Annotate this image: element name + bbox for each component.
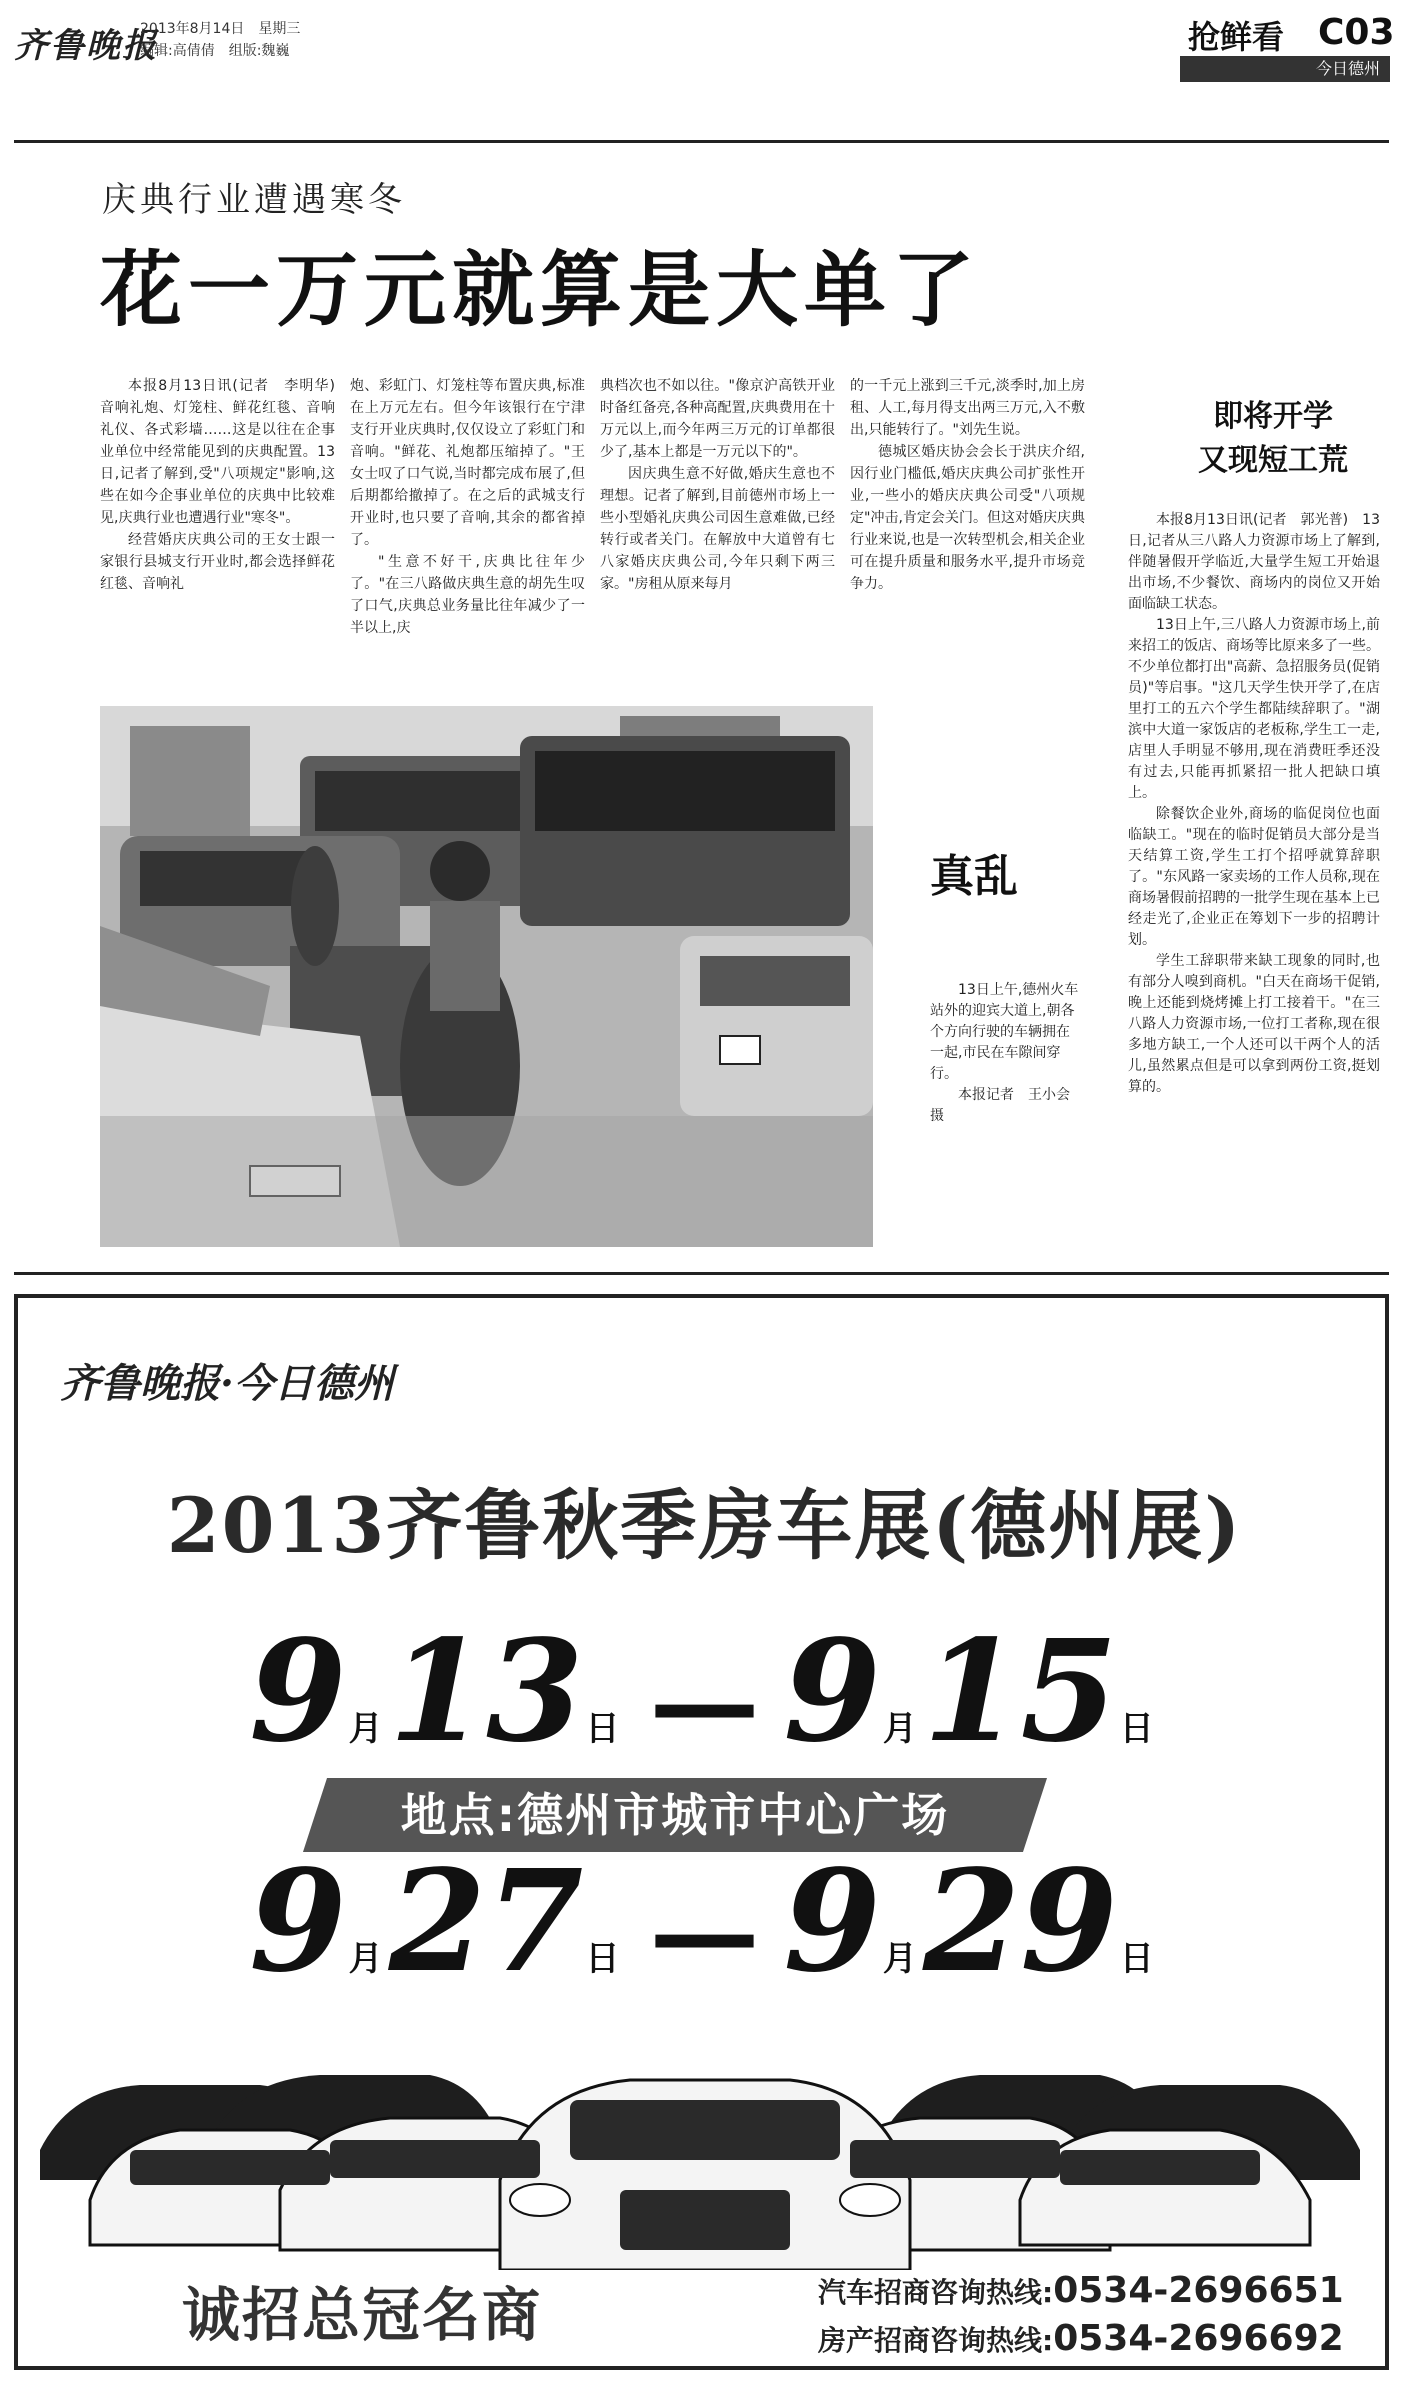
day-unit: 日 <box>1119 1709 1154 1749</box>
car-lineup-image <box>30 2030 1380 2270</box>
month-unit: 月 <box>882 1709 917 1749</box>
article-column-2 <box>350 375 585 639</box>
date-day: 29 <box>922 1840 1118 2004</box>
section-title: 抢鲜看 <box>1188 18 1285 56</box>
date-month: 9 <box>783 1840 881 2004</box>
month-unit: 月 <box>348 1709 383 1749</box>
article-column-3 <box>600 375 835 595</box>
cars-illustration <box>30 2030 1380 2270</box>
ad-recruit-text: 诚招总冠名商 <box>182 2281 543 2349</box>
section-divider <box>14 1272 1389 1275</box>
news-photo <box>100 706 873 1247</box>
sidebar-headline-line: 又现短工荒 <box>1198 443 1348 478</box>
article-headline: 花一万元就算是大单了 <box>100 243 981 338</box>
article-paragraph: 炮、彩虹门、灯笼柱等布置庆典,标准在上万元左右。但今年该银行在宁津支行开业庆典时,仅仅设立了彩虹门和音响。"鲜花、礼炮都压缩掉了。"王女士叹了口气说,当时都完成布展了,但后期都给撤掉了。在之后的武城支行开业时,也只要了音响,其余的都省掉了。 <box>350 378 585 548</box>
date-day: 13 <box>388 1610 584 1774</box>
article-paragraph: 因庆典生意不好做,婚庆生意也不理想。记者了解到,目前德州市场上一些小型婚礼庆典公司因生意难做,已经转行或者关门。在解放中大道曾有七八家婚庆庆典公司,今年只剩下两三家。"房租从原来每月 <box>600 466 835 592</box>
article-paragraph: 德城区婚庆协会会长于洪庆介绍,因行业门槛低,婚庆庆典公司扩张性开业,一些小的婚庆庆典公司受"八项规定"冲击,肯定会关门。但这对婚庆庆典行业来说,也是一次转型机会,相关企业可在提升质量和服务水平,提升市场竞争力。 <box>850 444 1085 592</box>
sidebar-body <box>1128 510 1380 1098</box>
article-paragraph: 典档次也不如以往。"像京沪高铁开业时备红备亮,各种高配置,庆典费用在十万元以上,而今年两三万元的订单都很少了,基本上都是一万元以下的"。 <box>600 378 835 460</box>
sidebar-paragraph: 13日上午,三八路人力资源市场上,前来招工的饭店、商场等比原来多了一些。不少单位都打出"高薪、急招服务员(促销员)"等启事。"这几天学生快开学了,在店里打工的五六个学生都陆续辞职了。"湖滨中大道一家饭店的老板称,学生工一走,店里人手明显不够用,现在消费旺季还没有过去,只能再抓紧招一批人把缺口填上。 <box>1128 617 1380 801</box>
sidebar-headline <box>1158 395 1388 483</box>
ad-dates-second <box>0 1840 1409 2004</box>
sidebar-paragraph: 学生工辞职带来缺工现象的同时,也有部分人嗅到商机。"白天在商场干促销,晚上还能到烧烤摊上打工接着干。"在三八路人力资源市场,一位打工者称,现在很多地方缺工,一个人还可以干两个人的活儿,虽然累点但是可以拿到两份工资,挺划算的。 <box>1128 953 1380 1095</box>
day-unit: 日 <box>1119 1939 1154 1979</box>
ad-logo: 齐鲁晚报·今日德州 <box>60 1360 394 1407</box>
photo-title: 真乱 <box>930 851 1018 902</box>
photo-caption-text: 13日上午,德州火车站外的迎宾大道上,朝各个方向行驶的车辆拥在一起,市民在车隙间穿行。 <box>930 982 1079 1082</box>
hotline-house-label: 房产招商咨询热线: <box>818 2324 1054 2357</box>
day-unit: 日 <box>585 1939 620 1979</box>
hotline-car-label: 汽车招商咨询热线: <box>818 2276 1054 2309</box>
header-divider <box>14 140 1389 143</box>
day-unit: 日 <box>585 1709 620 1749</box>
edition-label: 今日德州 <box>1180 56 1390 82</box>
date-day: 27 <box>388 1840 584 2004</box>
article-column-4 <box>850 375 1085 595</box>
date-month: 9 <box>783 1610 881 1774</box>
venue-text: 地点:德州市城市中心广场 <box>400 1788 950 1842</box>
sidebar-paragraph: 除餐饮企业外,商场的临促岗位也面临缺工。"现在的临时促销员大部分是当天结算工资,学生工打个招呼就算辞职了。"东风路一家卖场的工作人员称,现在商场暑假前招聘的一批学生现在基本上已经走光了,企业正在筹划下一步的招聘计划。 <box>1128 806 1380 948</box>
hotline-car <box>818 2270 1344 2311</box>
date-dash: — <box>649 1867 760 1996</box>
article-kicker: 庆典行业遭遇寒冬 <box>102 180 406 220</box>
traffic-scene-image <box>100 706 873 1247</box>
photo-caption <box>930 980 1084 1127</box>
ad-title: 2013齐鲁秋季房车展(德州展) <box>166 1481 1243 1570</box>
hotline-house <box>818 2318 1344 2359</box>
article-paragraph: 的一千元上涨到三千元,淡季时,加上房租、人工,每月得支出两三万元,入不敷出,只能转行了。"刘先生说。 <box>850 378 1085 438</box>
article-column-1 <box>100 375 349 595</box>
article-paragraph: "生意不好干,庆典比往年少了。"在三八路做庆典生意的胡先生叹了口气,庆典总业务量比往年减少了一半以上,庆 <box>350 554 585 636</box>
month-unit: 月 <box>348 1939 383 1979</box>
date-dash: — <box>649 1637 760 1766</box>
article-paragraph: 本报8月13日讯(记者 李明华) 音响礼炮、灯笼柱、鲜花红毯、音响礼仪、各式彩墙……这是以往在企事业单位中经常能见到的庆典配置。13日,记者了解到,受"八项规定"影响,这些在如今企事业单位的庆典中比较难见,庆典行业也遭遇行业"寒冬"。 <box>100 378 349 526</box>
page-number: C03 <box>1318 12 1395 53</box>
date-month: 9 <box>249 1610 347 1774</box>
hotline-car-number: 0534-2696651 <box>1053 2270 1344 2311</box>
issue-date: 2013年8月14日 星期三 <box>140 21 301 37</box>
ad-dates-first <box>0 1610 1409 1774</box>
article-paragraph: 经营婚庆庆典公司的王女士跟一家银行县城支行开业时,都会选择鲜花红毯、音响礼 <box>100 532 335 592</box>
date-day: 15 <box>922 1610 1118 1774</box>
editor-credit: 编辑:高倩倩 组版:魏巍 <box>140 43 290 59</box>
sidebar-headline-line: 即将开学 <box>1213 399 1333 434</box>
month-unit: 月 <box>882 1939 917 1979</box>
date-month: 9 <box>249 1840 347 2004</box>
photo-credit: 本报记者 王小会 摄 <box>930 1087 1084 1124</box>
newspaper-logo: 齐鲁晚报 <box>14 26 158 66</box>
hotline-house-number: 0534-2696692 <box>1053 2318 1344 2359</box>
sidebar-paragraph: 本报8月13日讯(记者 郭光普) 13日,记者从三八路人力资源市场上了解到,伴随暑假开学临近,大量学生短工开始退出市场,不少餐饮、商场内的岗位又开始面临缺工状态。 <box>1128 512 1380 612</box>
